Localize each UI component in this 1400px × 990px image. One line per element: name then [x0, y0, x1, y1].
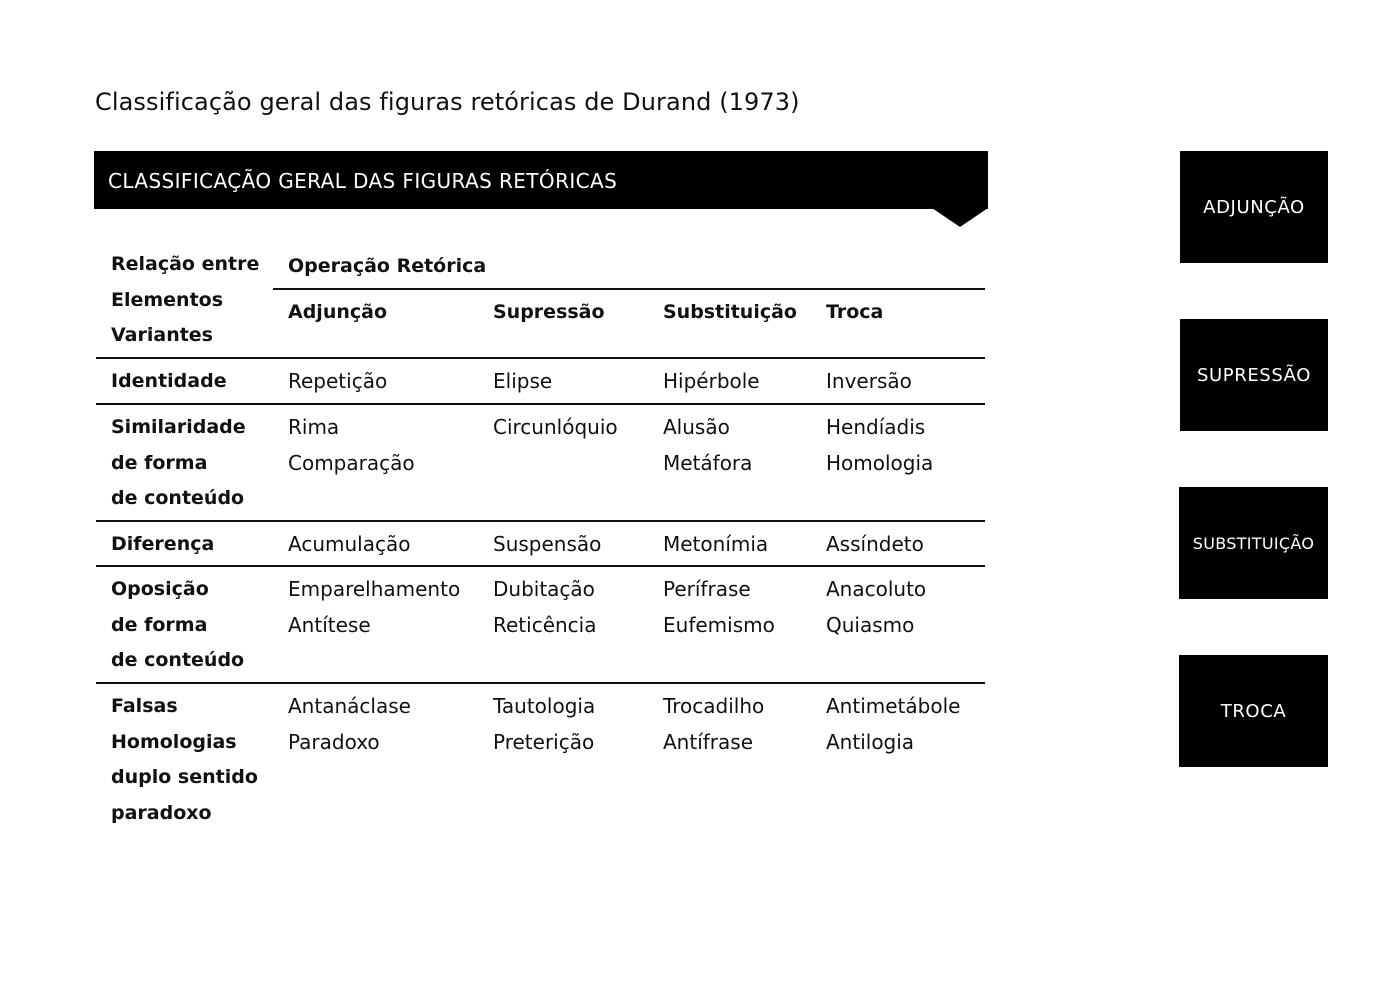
group-header-rule — [273, 288, 985, 290]
row-label-line: Falsas — [111, 695, 178, 717]
cell-line: Antífrase — [663, 729, 753, 754]
cell-line: Circunlóquio — [493, 415, 618, 439]
row-label-similaridade — [111, 410, 246, 517]
table-cell — [493, 527, 601, 563]
category-box-supressao — [1180, 319, 1328, 431]
column-header-substituicao: Substituição — [663, 301, 797, 323]
group-header: Operação Retórica — [288, 255, 487, 277]
cell-line: Eufemismo — [663, 612, 775, 637]
cell-line: Hipérbole — [663, 369, 760, 393]
row-label-diferenca — [111, 527, 214, 563]
cell-line: Antilogia — [826, 729, 915, 754]
table-cell — [826, 410, 933, 481]
table-cell — [663, 364, 760, 400]
cell-line: Metáfora — [663, 450, 753, 475]
cell-line: Alusão — [663, 415, 730, 439]
table-cell — [663, 410, 752, 481]
cell-line: Antítese — [288, 612, 371, 637]
category-label: ADJUNÇÃO — [1203, 196, 1305, 218]
cell-line: Perífrase — [663, 577, 751, 601]
banner-title: CLASSIFICAÇÃO GERAL DAS FIGURAS RETÓRICAS — [108, 169, 618, 193]
cell-line: Paradoxo — [288, 729, 380, 754]
table-cell — [826, 689, 960, 760]
row-label-line: de conteúdo — [111, 649, 245, 672]
cell-line: Rima — [288, 415, 340, 439]
cell-line: Metonímia — [663, 532, 769, 556]
table-cell — [493, 572, 597, 643]
category-box-troca — [1179, 655, 1328, 767]
row-label-line: Homologias — [111, 730, 237, 753]
cell-line: Preterição — [493, 729, 595, 754]
row-label-line: Identidade — [111, 370, 227, 392]
cell-line: Quiasmo — [826, 612, 915, 637]
row-label-identidade — [111, 364, 227, 400]
row-label-line: de forma — [111, 613, 208, 636]
corner-header-line: Variantes — [111, 324, 213, 347]
table-cell — [493, 689, 595, 760]
table-cell — [826, 364, 912, 400]
cell-line: Comparação — [288, 450, 415, 475]
cell-line: Emparelhamento — [288, 577, 461, 601]
row-label-line: de forma — [111, 451, 208, 474]
table-cell — [288, 410, 415, 481]
cell-line: Dubitação — [493, 577, 595, 601]
corner-header-line: Elementos — [111, 288, 224, 311]
category-label: SUBSTITUIÇÃO — [1192, 533, 1315, 553]
cell-line: Anacoluto — [826, 577, 927, 601]
corner-header-line: Relação entre — [111, 253, 260, 275]
cell-line: Repetição — [288, 369, 388, 393]
row-label-oposicao — [111, 572, 244, 679]
cell-line: Elipse — [493, 369, 553, 393]
table-cell — [826, 572, 926, 643]
cell-line: Acumulação — [288, 532, 411, 556]
table-cell — [826, 527, 924, 563]
category-box-adjuncao — [1180, 151, 1328, 263]
category-label: TROCA — [1220, 700, 1287, 722]
cell-line: Antanáclase — [288, 694, 411, 718]
cell-line: Homologia — [826, 450, 934, 475]
cell-line: Hendíadis — [826, 415, 926, 439]
banner-notch — [932, 208, 988, 227]
table-cell — [493, 410, 618, 446]
column-header-supressao: Supressão — [493, 301, 605, 323]
cell-line: Inversão — [826, 369, 912, 393]
cell-line: Trocadilho — [663, 694, 765, 718]
row-rule — [96, 565, 985, 567]
table-cell — [663, 689, 764, 760]
cell-line: Reticência — [493, 612, 597, 637]
row-rule — [96, 682, 985, 684]
column-header-adjuncao: Adjunção — [288, 301, 388, 323]
cell-line: Antimetábole — [826, 694, 961, 718]
row-rule — [96, 403, 985, 405]
row-label-line: Oposição — [111, 578, 209, 600]
table-banner — [94, 151, 988, 209]
category-box-substituicao — [1179, 487, 1328, 599]
row-label-line: de conteúdo — [111, 487, 245, 510]
category-label: SUPRESSÃO — [1196, 364, 1312, 386]
column-header-troca: Troca — [826, 301, 884, 323]
row-label-line: paradoxo — [111, 801, 212, 824]
cell-line: Tautologia — [493, 694, 596, 718]
row-label-falsas-homologias — [111, 689, 258, 831]
row-label-line: duplo sentido — [111, 766, 258, 789]
cell-line: Suspensão — [493, 532, 602, 556]
row-rule — [96, 520, 985, 522]
table-cell — [493, 364, 552, 400]
corner-header — [111, 247, 259, 354]
row-label-line: Diferença — [111, 533, 215, 555]
table-cell — [288, 364, 387, 400]
table-cell — [288, 527, 410, 563]
header-rule — [96, 357, 985, 359]
table-cell — [288, 572, 460, 643]
page-title: Classificação geral das figuras retóricas de Durand (1973) — [95, 88, 800, 116]
table-cell — [663, 527, 768, 563]
row-label-line: Similaridade — [111, 416, 246, 438]
table-cell — [288, 689, 411, 760]
table-cell — [663, 572, 775, 643]
cell-line: Assíndeto — [826, 532, 924, 556]
